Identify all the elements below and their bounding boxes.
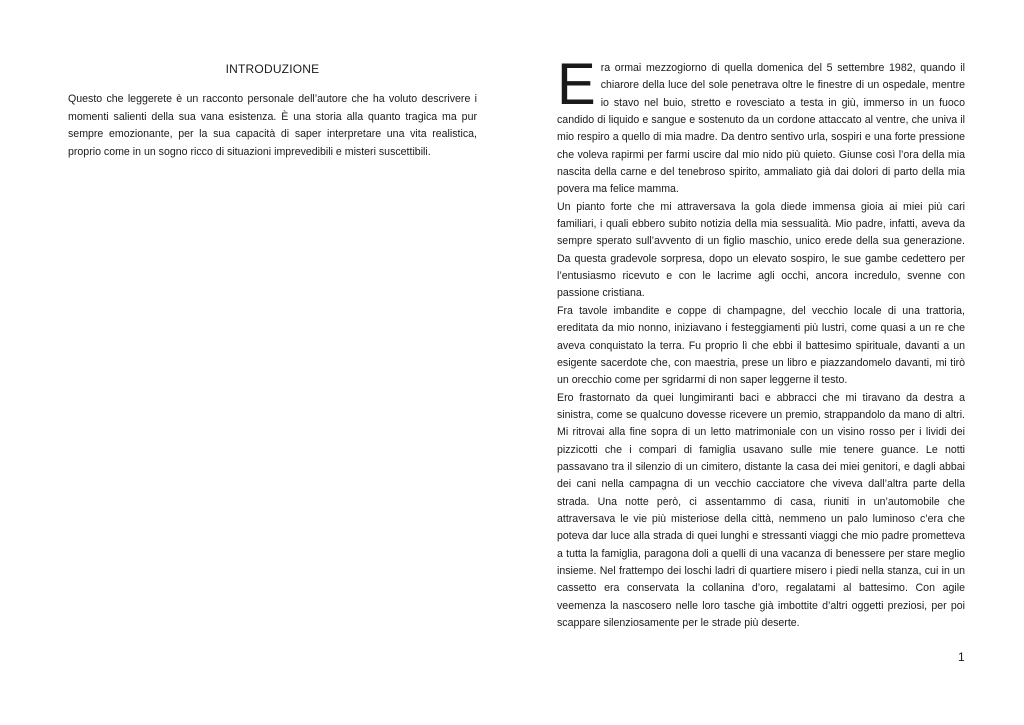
paragraph-1: [557, 52, 965, 199]
paragraph-3: Fra tavole imbandite e coppe di champagne, del vecchio locale di una trattoria, ereditata da mio nonno, iniziavano i festeggiamenti più lustri, come quasi a un re che aveva conquistato la terra. Fu proprio lì che ebbi il battesimo spirituale, davanti a un esigente sacerdote che, con maestria, prese un libro e piazzandomelo davanti, mi tirò un orecchio come per sgridarmi di non saper leggerne il testo.: [557, 304, 965, 387]
paragraph-4: Ero frastornato da quei lungimiranti baci e abbracci che mi tiravano da destra a sinistra, come se qualcuno dovesse ricevere un premio, strappandolo da mano di altri. Mi ritrovai alla fine sopra di un letto matrimoniale con un visino rosso per i lividi dei pizzicotti che i compari di famiglia usavano sulle mie tenere guance. Le notti passavano tra il silenzio di un cimitero, distante la casa dei miei genitori, e dagli abbai dei cani nella campagna di un vecchio cacciatore che viveva dall’altra parte della strada. Una notte però, ci assentammo di casa, riuniti in un’automobile che attraversava le vie più misteriose della città, nemmeno un palo luminoso c’era che poteva dar luce alla strada di quei lunghi e stressanti viaggi che mio padre prometteva a tutta la famiglia, paragona doli a quelli di una vacanza di benessere per stare meglio insieme. Nel frattempo dei loschi ladri di quartiere misero i piedi nella stanza, cui in un cassetto era conservata la collanina d’oro, regalatami al battesimo. Con agile veemenza la nascosero nelle loro tasche già imbottite d’altri oggetti preziosi, per poi scappare silenziosamente per le strade più deserte.: [557, 391, 965, 629]
right-page: [512, 0, 1024, 725]
page-number: 1: [958, 650, 965, 664]
paragraph-2: Un pianto forte che mi attraversava la gola diede immensa gioia ai miei più cari familiari, i quali ebbero subito notizia della mia sessualità. Mio padre, infatti, aveva da sempre sperato sull’avvento di un figlio maschio, unico erede della sua generazione. Da questa gradevole sorpresa, dopo un elevato sospiro, le sue gambe cedettero per l’entusiasmo ricevuto e con le lacrime agli occhi, ancora incredulo, svenne con passione cristiana.: [557, 200, 965, 300]
introduction-text: Questo che leggerete è un racconto personale dell’autore che ha voluto descrivere i momenti salienti della sua vana esistenza. È una storia alla quanto tragica ma pur sempre emozionante, per la sua capacità di saper interpretare una vita realistica, proprio come in un sogno ricco di situazioni imprevedibili e misteri suscettibili.: [68, 93, 477, 158]
introduction-heading: INTRODUZIONE: [225, 62, 320, 76]
drop-cap: E: [557, 52, 596, 117]
chapter-body: [557, 52, 965, 632]
paragraph-1-text: ra ormai mezzogiorno di quella domenica del 5 settembre 1982, quando il chiarore della luce del sole penetrava oltre le finestre di un ospedale, mentre io stavo nel buio, stretto e rovesciato a testa in giù, immerso in un fuoco candido di liquido e sangue e sostenuto da un cordone attaccato al ventre, che univa il mio respiro a quello di mia madre. Da dentro sentivo urla, sospiri e una forte pressione che voleva rapirmi per farmi uscire dal mio nido più quieto. Giunse così l’ora della mia nascita della carne e del tenebroso spirito, ammaliato già dai dolori di parto della mia povera ma felice mamma.: [557, 62, 965, 196]
